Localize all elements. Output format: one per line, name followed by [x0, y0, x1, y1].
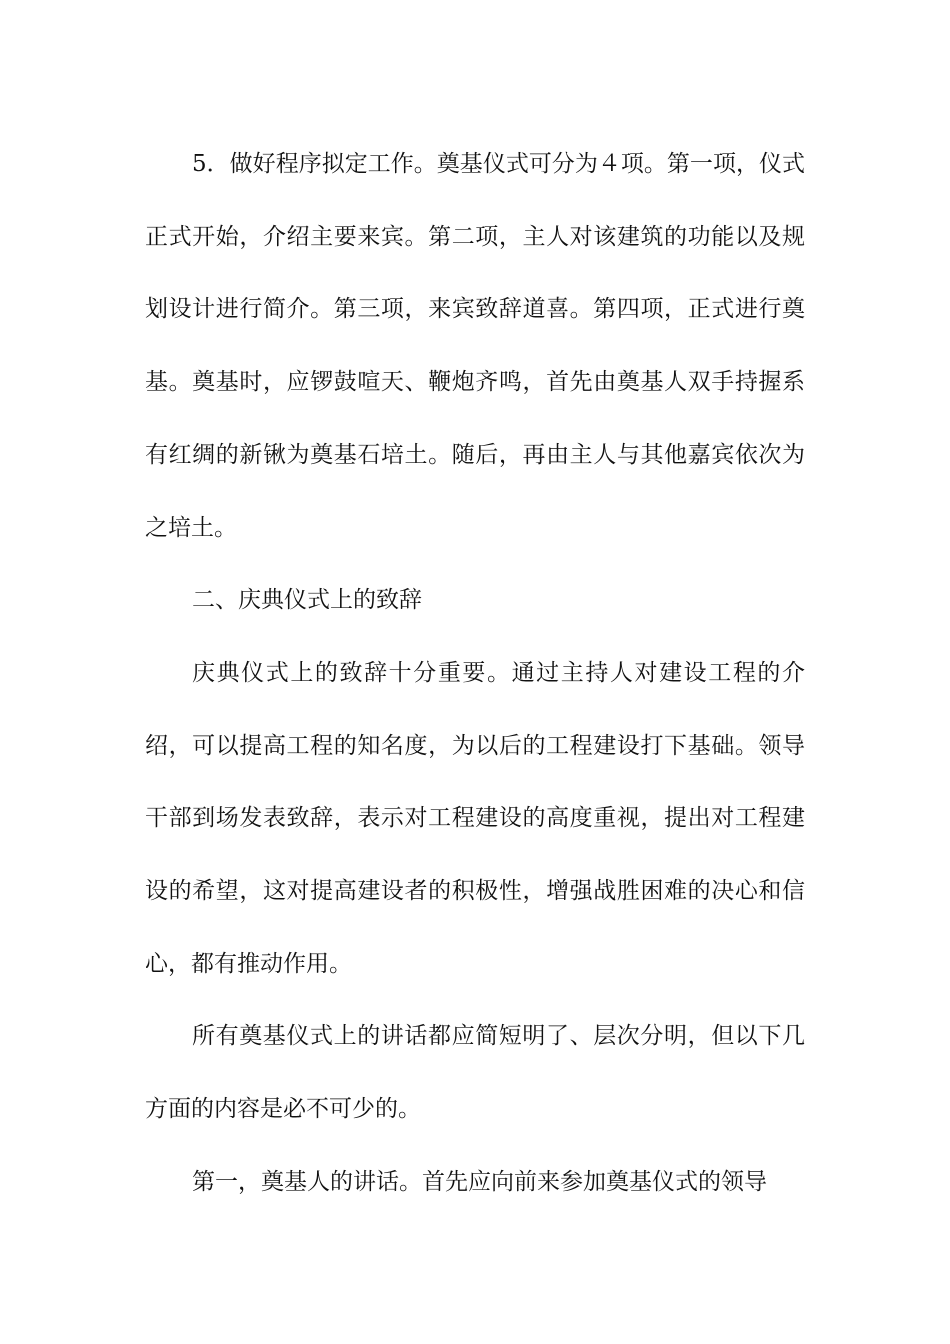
- paragraph-program-steps: 5．做好程序拟定工作。奠基仪式可分为４项。第一项，仪式正式开始，介绍主要来宾。第二项，主人对该建筑的功能以及规划设计进行简介。第三项，来宾致辞道喜。第四项，正式进行奠基。奠基时，应锣鼓喧天、鞭炮齐鸣，首先由奠基人双手持握系有红绸的新锹为奠基石培土。随后，再由主人与其他嘉宾依次为之培土。: [145, 151, 805, 541]
- paragraph-speech-importance: 庆典仪式上的致辞十分重要。通过主持人对建设工程的介绍，可以提高工程的知名度，为以后的工程建设打下基础。领导干部到场发表致辞，表示对工程建设的高度重视，提出对工程建设的希望，这对提高建设者的积极性，增强战胜困难的决心和信心，都有推动作用。: [145, 659, 805, 977]
- paragraph-speech-brevity: 所有奠基仪式上的讲话都应简短明了、层次分明，但以下几方面的内容是必不可少的。: [145, 1023, 805, 1123]
- document-body: [145, 128, 805, 1219]
- section-heading-ceremony-speech: 二、庆典仪式上的致辞: [192, 587, 422, 614]
- paragraph-founder-speech: 第一，奠基人的讲话。首先应向前来参加奠基仪式的领导: [192, 1168, 767, 1195]
